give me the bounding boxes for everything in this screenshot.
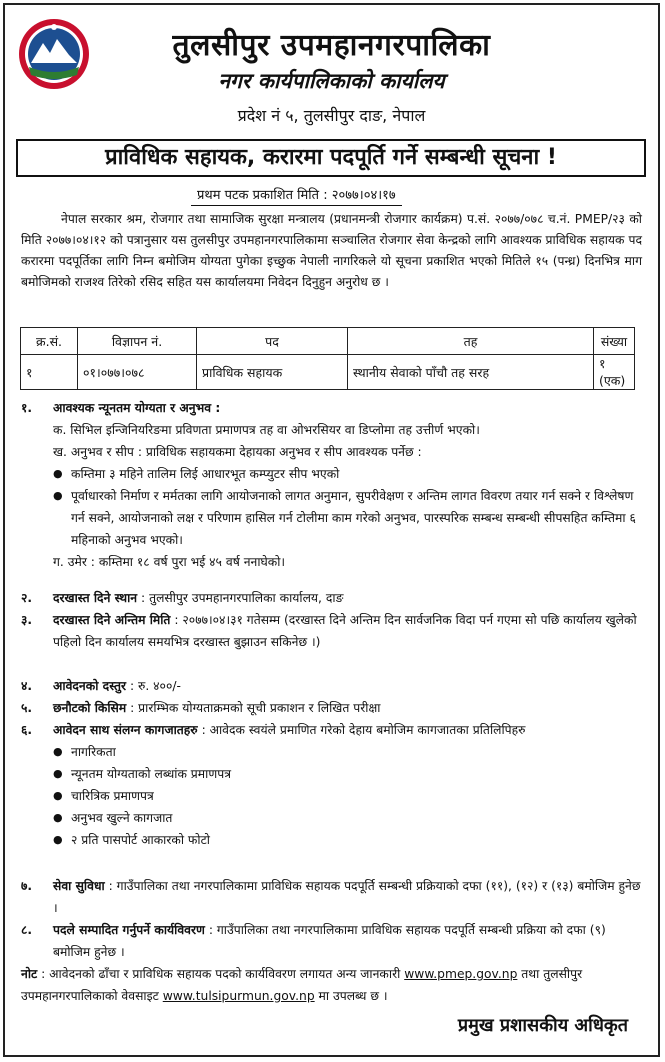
note-label: नोट xyxy=(21,967,38,981)
list-item xyxy=(53,463,646,485)
list-item-text: कम्तिमा ३ महिने तालिम लिई आधारभूत कम्प्युटर सीप भएको xyxy=(71,467,340,481)
table-header: विज्ञापन नं. xyxy=(78,328,197,355)
list-item-text: न्यूनतम योग्यताको लब्धांक प्रमाणपत्र xyxy=(71,767,231,781)
section-text: : आवेदक स्वयंले प्रमाणित गरेको देहाय बमोजिम कागजातका प्रतिलिपिहरु xyxy=(197,723,526,737)
list-item-text: पूर्वाधारको निर्माण र मर्मतका लागि आयोजनाको लागत अनुमान, सुपरीवेक्षण र अन्तिम लागत विवरण तयार गर्न सक्ने र विश्लेषण गर्न सक्ने, आयोजनाको लक्ष र परिणाम हासिल गर्न टोलीमा काम गरेको अनुभव, पारस्परिक सम्बन्ध सम्बन्धी सीपसहित कम्तिमा ६ महिनाको अनुभव भएको। xyxy=(71,489,636,547)
list-item-text: अनुभव खुल्ने कागजात xyxy=(71,811,173,825)
section-qualification xyxy=(21,397,646,573)
section-number: ४. xyxy=(21,679,33,693)
table-header-row xyxy=(21,328,635,355)
section-heading: दरखास्त दिने अन्तिम मिति xyxy=(53,613,171,627)
pmep-website-link[interactable]: www.pmep.gov.np xyxy=(404,967,518,981)
office-address: प्रदेश नं ५, तुलसीपुर दाङ, नेपाल xyxy=(237,106,426,125)
section-number: ३. xyxy=(21,613,33,627)
table-header: तह xyxy=(348,328,594,355)
table-cell: प्राविधिक सहायक xyxy=(197,355,348,390)
table-cell: ०१।०७७।०७८ xyxy=(78,355,197,390)
section-job-description xyxy=(21,919,646,963)
section-heading: पदले सम्पादित गर्नुपर्ने कार्यविवरण xyxy=(53,923,205,937)
section-number: ६. xyxy=(21,723,33,737)
intro-paragraph: नेपाल सरकार श्रम, रोजगार तथा सामाजिक सुरक्षा मन्त्रालय (प्रधानमन्त्री रोजगार कार्यक्रम) प.सं. २०७७/०७८ च.नं. PMEP/२३ को मिति २०७७।०४।१२ को पत्रानुसार यस तुलसीपुर उपमहानगरपालिकामा सञ्चालित रोजगार सेवा केन्द्रको लागि आवश्यक प्राविधिक सहायक पद करारमा पदपूर्तिका लागि निम्न बमोजिम योग्यता पुगेका इच्छुक नेपाली नागरिकले यो सूचना प्रकाशित भएको मितिले १५ (पन्ध्र) दिनभित्र माग बमोजिमको राजश्व तिरेको रसिद सहित यस कार्यालयमा निवेदन दिनुहुन अनुरोध छ । xyxy=(21,212,642,289)
municipality-title: तुलसीपुर उपमहानगरपालिका xyxy=(172,28,491,63)
tulsipur-website-link[interactable]: www.tulsipurmun.gov.np xyxy=(162,989,315,1003)
table-header: संख्या xyxy=(594,328,635,355)
section-text: : प्रारम्भिक योग्यताक्रमको सूची प्रकाशन र लिखित परीक्षा xyxy=(126,701,381,715)
table-cell: १ xyxy=(21,355,78,390)
section-heading: आवेदन साथ संलग्न कागजातहरु xyxy=(53,723,198,737)
list-item xyxy=(53,807,646,829)
section-text: : २०७७।०४।३१ गतेसम्म (दरखास्त दिने अन्तिम दिन सार्वजनिक विदा पर्न गएमा सो पछि कार्यालय खुलेको पहिलो दिन कार्यालय समयभित्र दरखास्त बुझाउन सकिनेछ ।) xyxy=(53,613,637,649)
notice-title: प्राविधिक सहायक, करारमा पदपूर्ति गर्ने सम्बन्धी सूचना ! xyxy=(16,139,646,177)
note-text: : आवेदनको ढाँचा र प्राविधिक सहायक पदको कार्यविवरण लगायत अन्य जानकारी xyxy=(37,967,401,981)
vacancy-table xyxy=(20,327,635,390)
note-text: तथा तुलसीपुर उपमहानगरपालिकाको वेवसाइट xyxy=(21,967,583,1003)
table-header: क्र.सं. xyxy=(21,328,78,355)
list-item xyxy=(53,763,646,785)
section-application-place xyxy=(21,587,646,609)
section-number: ५. xyxy=(21,701,33,715)
list-item xyxy=(53,485,646,551)
table-cell: १ (एक) xyxy=(594,355,635,390)
list-item xyxy=(53,829,646,851)
section-facilities xyxy=(21,875,646,919)
section-number: ७. xyxy=(21,879,33,893)
published-date: प्रथम पटक प्रकाशित मिति : २०७७।०४।१७ xyxy=(191,185,402,206)
section-selection xyxy=(21,697,646,719)
qualification-experience: ख. अनुभव र सीप : प्राविधिक सहायकमा देहायका अनुभव र सीप आवश्यक पर्नेछ : xyxy=(53,445,422,459)
list-item xyxy=(53,741,646,763)
section-deadline xyxy=(21,609,646,653)
table-header: पद xyxy=(197,328,348,355)
table-row xyxy=(21,355,635,390)
note-section xyxy=(21,963,641,1007)
section-heading: सेवा सुविधा xyxy=(53,879,105,893)
list-item-text: २ प्रति पासपोर्ट आकारको फोटो xyxy=(71,833,210,847)
section-documents xyxy=(21,719,646,851)
section-number: ८. xyxy=(21,923,33,937)
note-text: मा उपलब्ध छ । xyxy=(314,989,388,1003)
qualification-age: ग. उमेर : कम्तिमा १८ वर्ष पुरा भई ४५ वर्ष ननाघेको। xyxy=(53,555,286,569)
section-number: १. xyxy=(21,401,33,415)
office-subtitle: नगर कार्यपालिकाको कार्यालय xyxy=(218,69,445,93)
section-text: : तुलसीपुर उपमहानगरपालिका कार्यालय, दाङ xyxy=(137,591,344,605)
notice-page xyxy=(3,3,660,1057)
section-text: : रु. ४००/- xyxy=(126,679,181,693)
section-heading: दरखास्त दिने स्थान xyxy=(53,591,138,605)
list-item-text: चारित्रिक प्रमाणपत्र xyxy=(71,789,154,803)
section-heading: आवश्यक न्यूनतम योग्यता र अनुभव : xyxy=(53,401,221,415)
section-heading: छनौटको किसिम xyxy=(53,701,127,715)
section-fee xyxy=(21,675,646,697)
list-item-text: नागरिकता xyxy=(71,745,116,759)
signatory-title: प्रमुख प्रशासकीय अधिकृत xyxy=(457,1015,628,1036)
table-cell: स्थानीय सेवाको पाँचौ तह सरह xyxy=(348,355,594,390)
section-text: : गाउँपालिका तथा नगरपालिकामा प्राविधिक सहायक पदपूर्ति सम्बन्धी प्रक्रिया को दफा (९) बमोजिम हुनेछ । xyxy=(53,923,606,959)
section-number: २. xyxy=(21,591,33,605)
list-item xyxy=(53,785,646,807)
section-heading: आवेदनको दस्तुर xyxy=(53,679,127,693)
qualification-education: क. सिभिल इन्जिनियरिङमा प्रविणता प्रमाणपत्र तह वा ओभरसियर वा डिप्लोमा तह उत्तीर्ण भएको। xyxy=(53,423,480,437)
section-text: : गाउँपालिका तथा नगरपालिकामा प्राविधिक सहायक पदपूर्ति सम्बन्धी प्रक्रियाको दफा (११), (१२) र (१३) बमोजिम हुनेछ । xyxy=(53,879,641,915)
